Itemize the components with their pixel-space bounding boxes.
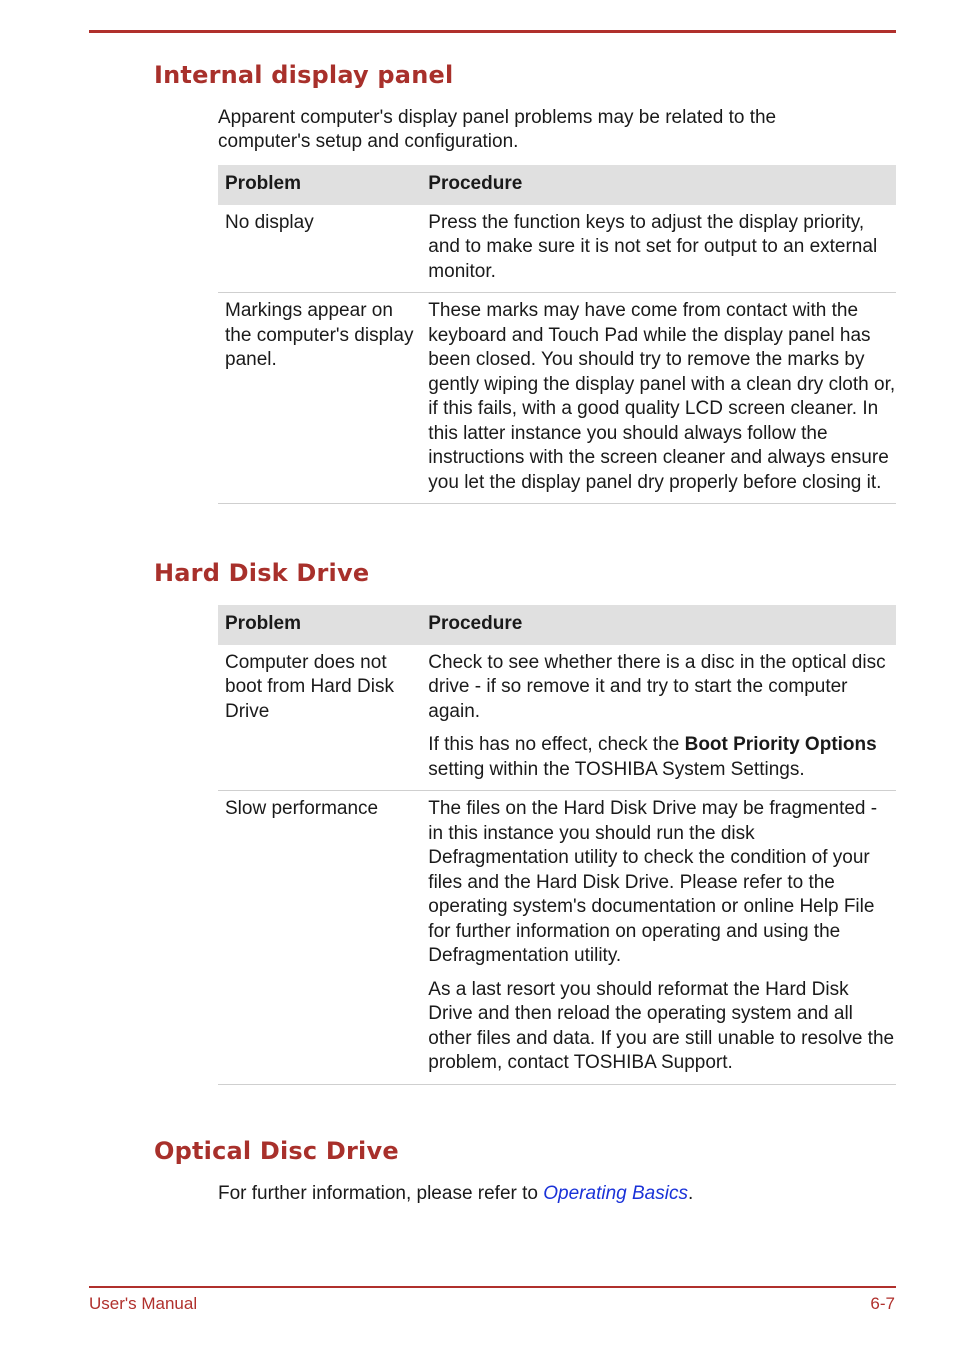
display-intro: Apparent computer's display panel problems may be related to the computer's setup and configuration.	[218, 107, 777, 152]
problem-cell: Slow performance	[218, 791, 422, 1085]
header-problem: Problem	[218, 165, 422, 205]
header-procedure: Procedure	[422, 605, 896, 645]
procedure-cell	[422, 645, 896, 791]
header-problem: Problem	[218, 605, 422, 645]
table-row	[218, 293, 896, 504]
header-procedure: Procedure	[422, 165, 896, 205]
table-row	[218, 645, 896, 791]
section-title-optical: Optical Disc Drive	[154, 1137, 399, 1165]
hdd-table	[218, 605, 896, 1085]
table-row	[218, 791, 896, 1085]
procedure-cell	[422, 791, 896, 1085]
footer-manual-title: User's Manual	[89, 1294, 198, 1313]
table-row	[218, 205, 896, 293]
bottom-rule	[89, 1286, 896, 1288]
page-number: 6-7	[870, 1294, 895, 1313]
procedure-paragraph: As a last resort you should reformat the Hard Disk Drive and then reload the operating system and all other files and data. If you are still unable to resolve the problem, contact TOSHIBA Support.	[428, 978, 895, 1073]
table-header-row	[218, 605, 896, 645]
problem-cell: Computer does not boot from Hard Disk Drive	[218, 645, 422, 791]
table-header-row	[218, 165, 896, 205]
operating-basics-link[interactable]: Operating Basics	[543, 1183, 688, 1204]
top-rule	[89, 30, 896, 33]
problem-cell: Markings appear on the computer's display panel.	[218, 293, 422, 504]
problem-cell: No display	[218, 205, 422, 293]
boot-priority-options-term: Boot Priority Options	[684, 734, 877, 755]
optical-text-post: .	[687, 1183, 694, 1204]
procedure-paragraph: The files on the Hard Disk Drive may be fragmented - in this instance you should run the disk Defragmentation utility to check the condition of your files and the Hard Disk Drive. Please refer to the operating system's documentation or online Help File for further information on operating and using the Defragmentation utility.	[428, 798, 878, 966]
procedure-text: setting within the TOSHIBA System Settings.	[428, 758, 805, 780]
optical-text	[218, 1182, 858, 1206]
procedure-paragraph: Check to see whether there is a disc in the optical disc drive - if so remove it and try to start the computer again.	[428, 651, 886, 722]
procedure-paragraph	[428, 733, 896, 782]
section-title-display: Internal display panel	[154, 61, 454, 89]
optical-text-pre: For further information, please refer to	[218, 1183, 544, 1204]
procedure-cell: Press the function keys to adjust the display priority, and to make sure it is not set for output to an external monitor.	[422, 205, 896, 293]
procedure-cell: These marks may have come from contact with the keyboard and Touch Pad while the display panel has been closed. You should try to remove the marks by gently wiping the display panel with a clean dry cloth or, if this fails, with a good quality LCD screen cleaner. In this latter instance you should always follow the instructions with the screen cleaner and always ensure you let the display panel dry properly before closing it.	[422, 293, 896, 504]
section-title-hdd: Hard Disk Drive	[154, 559, 370, 587]
display-table	[218, 165, 896, 504]
procedure-text: If this has no effect, check the	[428, 734, 685, 755]
